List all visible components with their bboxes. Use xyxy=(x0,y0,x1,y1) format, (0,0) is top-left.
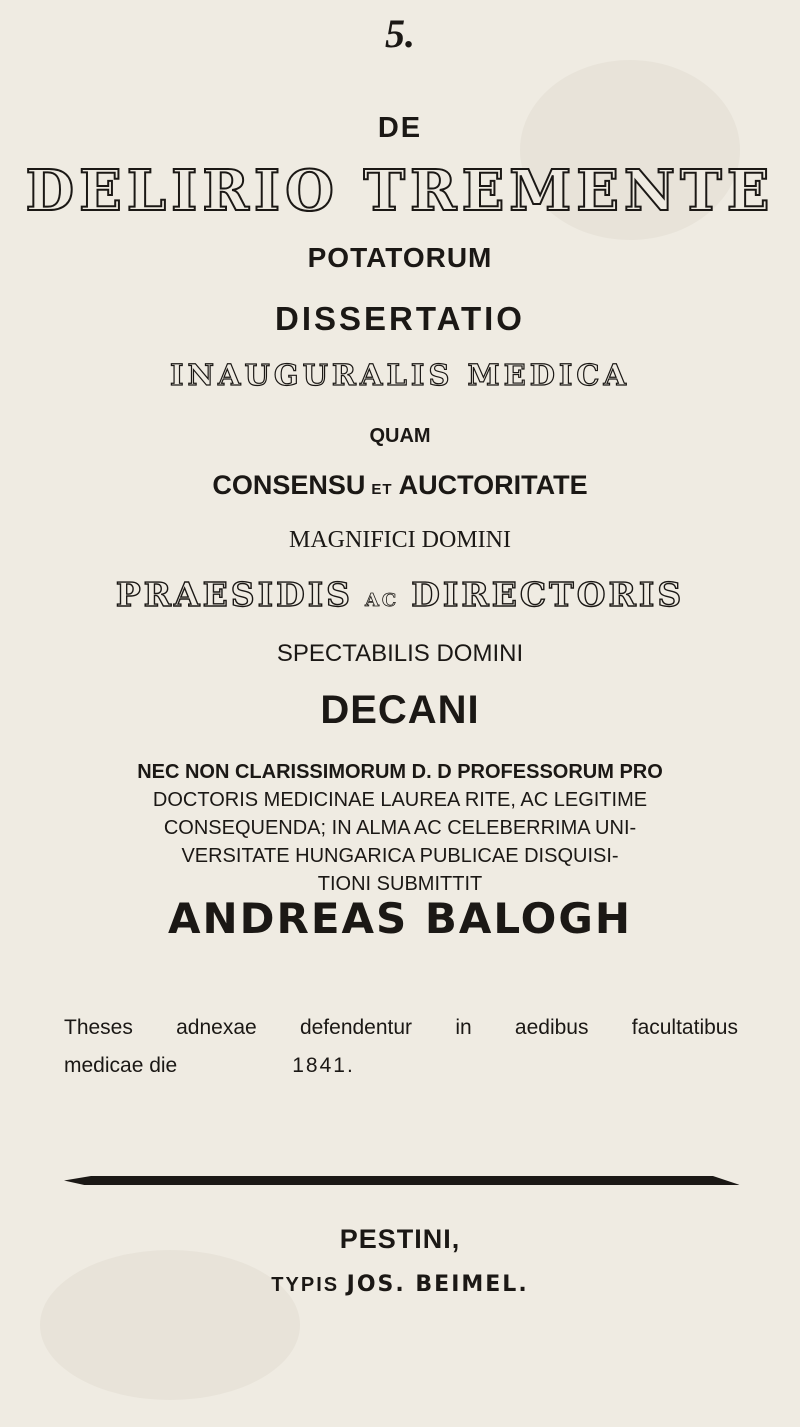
praesidis-line xyxy=(0,575,800,614)
consensu-line xyxy=(0,470,800,501)
theses-line-1 xyxy=(64,1016,738,1040)
main-title: DELIRIO TREMENTE xyxy=(25,158,775,224)
author-name: ANDREAS BALOGH xyxy=(167,894,633,943)
decani-line: DECANI xyxy=(320,688,480,732)
et-word: ET xyxy=(371,481,393,498)
title-subtitle: POTATORUM xyxy=(307,242,493,273)
paragraph-line-4: VERSITATE HUNGARICA PUBLICAE DISQUISI- xyxy=(181,845,619,867)
auctoritate-word: AUCTORITATE xyxy=(398,470,588,500)
theses-statement xyxy=(64,1016,738,1078)
submission-paragraph xyxy=(0,758,800,898)
paragraph-line-1: NEC NON CLARISSIMORUM D. D PROFESSORUM PRO xyxy=(137,761,663,783)
theses-word: adnexae xyxy=(176,1016,257,1039)
directoris-word: DIRECTORIS xyxy=(411,575,685,614)
consensu-word: CONSENSU xyxy=(212,470,366,500)
theses-word: facultatibus xyxy=(631,1016,738,1039)
shelf-mark: 5. xyxy=(385,11,415,56)
printer-line xyxy=(0,1272,800,1297)
praesidis-word: PRAESIDIS xyxy=(115,575,353,614)
theses-word: Theses xyxy=(64,1016,133,1039)
publication-year: 1841. xyxy=(292,1054,355,1077)
printer-prefix: TYPIS xyxy=(271,1274,340,1296)
theses-word: defendentur xyxy=(299,1016,413,1039)
spectabilis-line: SPECTABILIS DOMINI xyxy=(276,640,524,667)
paragraph-line-2: DOCTORIS MEDICINAE LAUREA RITE, AC LEGITIME xyxy=(152,789,648,811)
theses-word: aedibus xyxy=(514,1016,589,1039)
paragraph-line-5: TIONI SUBMITTIT xyxy=(317,873,483,895)
title-preposition: DE xyxy=(377,112,423,144)
theses-line-2 xyxy=(64,1054,738,1078)
paragraph-line-3: CONSEQUENDA; IN ALMA AC CELEBERRIMA UNI- xyxy=(163,817,637,839)
decorative-rule xyxy=(64,1176,740,1185)
place-of-publication: PESTINI, xyxy=(339,1224,461,1254)
theses-word: in xyxy=(455,1016,472,1039)
quam-line: QUAM xyxy=(369,425,431,447)
theses-date-text: medicae die xyxy=(64,1054,178,1077)
dissertation-qualifier: INAUGURALIS MEDICA xyxy=(169,358,631,392)
printer-name: JOS. BEIMEL. xyxy=(346,1272,529,1297)
document-type: DISSERTATIO xyxy=(275,300,525,337)
ac-word: AC xyxy=(364,590,400,611)
magnifici-line: MAGNIFICI DOMINI xyxy=(289,527,511,553)
